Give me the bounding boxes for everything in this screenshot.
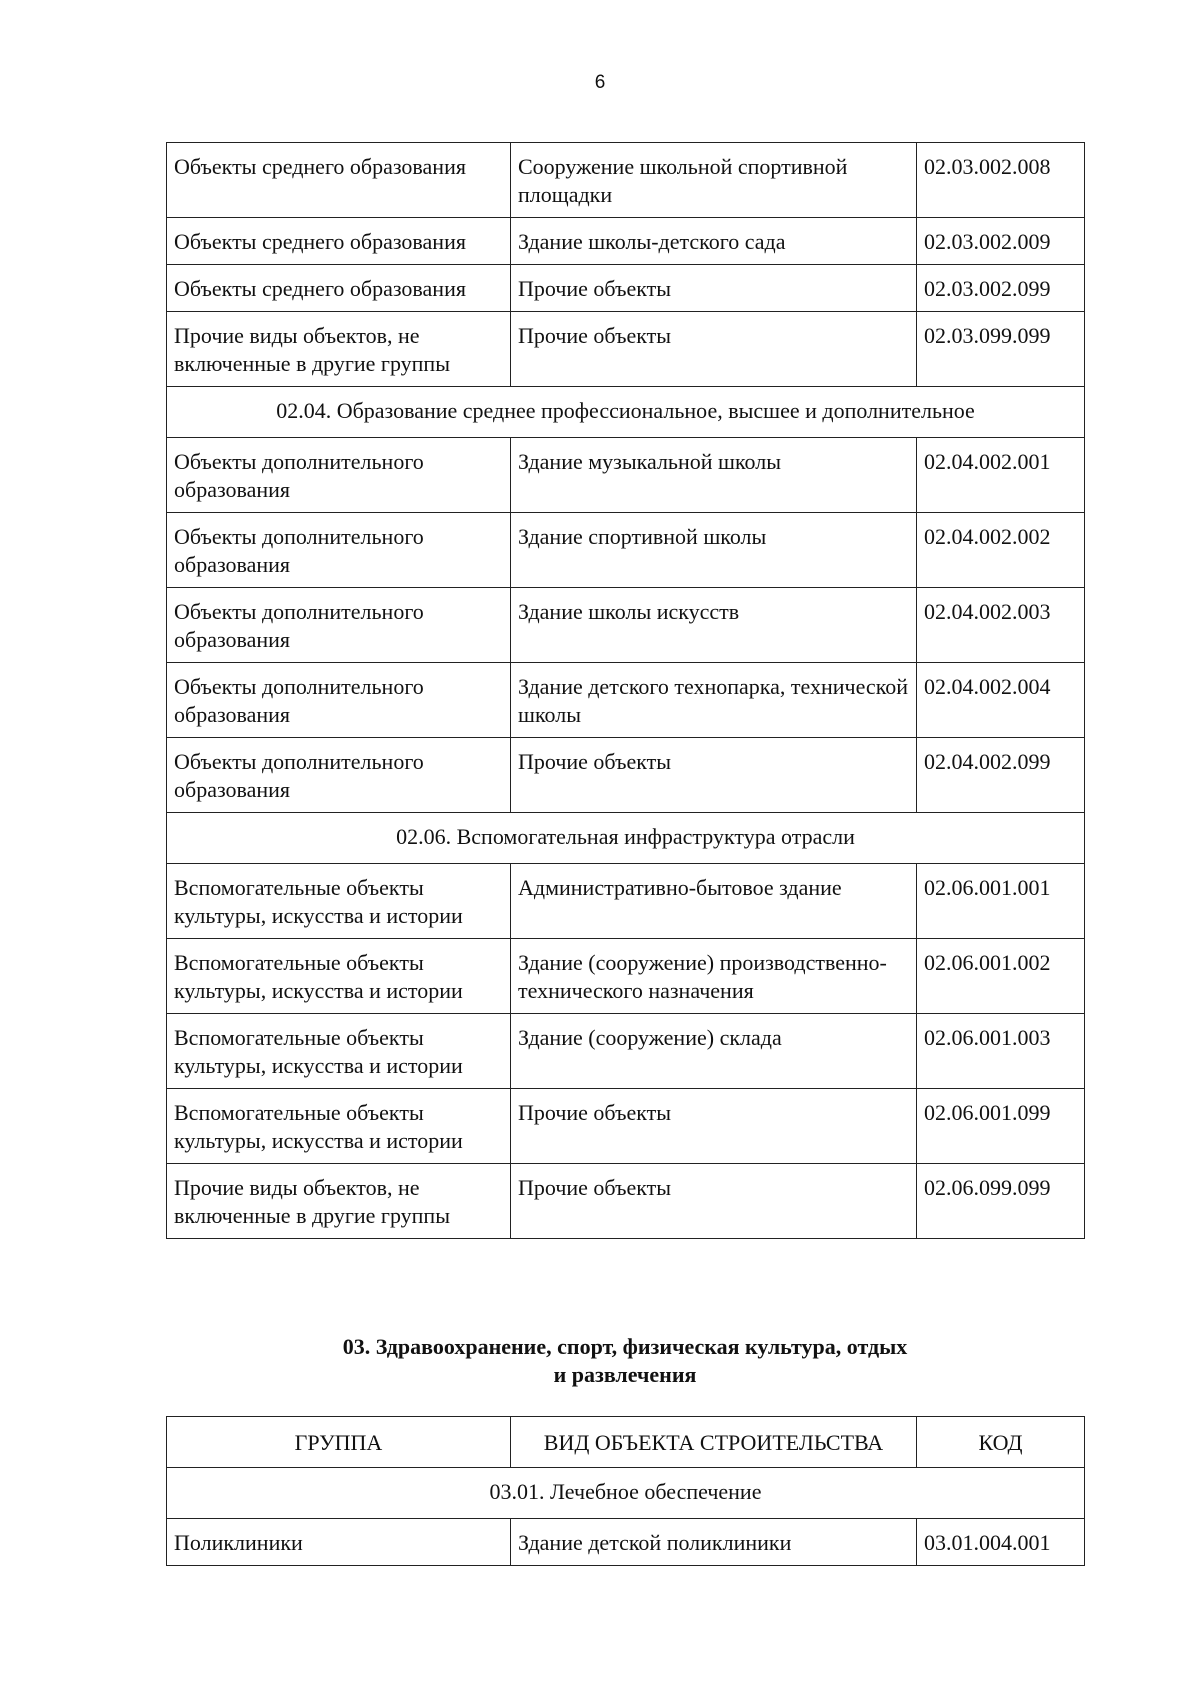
- table-row: [167, 513, 1085, 588]
- object-type-cell: Прочие объекты: [511, 1164, 917, 1239]
- group-cell: Поликлиники: [167, 1519, 511, 1566]
- group-cell: Прочие виды объектов, не включенные в другие группы: [167, 312, 511, 387]
- object-type-cell: Здание (сооружение) склада: [511, 1014, 917, 1089]
- object-type-cell: Здание детской поликлиники: [511, 1519, 917, 1566]
- group-cell: Объекты среднего образования: [167, 143, 511, 218]
- table-row: [167, 1519, 1085, 1566]
- healthcare-classification-table: [166, 1416, 1085, 1566]
- code-cell: 02.03.099.099: [917, 312, 1085, 387]
- object-type-cell: Здание школы-детского сада: [511, 218, 917, 265]
- table-row: [167, 312, 1085, 387]
- code-cell: 02.06.001.003: [917, 1014, 1085, 1089]
- chapter-heading-line-2: и развлечения: [553, 1362, 697, 1387]
- table-row: [167, 588, 1085, 663]
- section-title: 02.06. Вспомогательная инфраструктура отрасли: [167, 813, 1085, 864]
- code-cell: 02.04.002.001: [917, 438, 1085, 513]
- object-type-cell: Здание (сооружение) производственно-технического назначения: [511, 939, 917, 1014]
- table-row: [167, 1164, 1085, 1239]
- table-row: [167, 438, 1085, 513]
- code-cell: 02.04.002.003: [917, 588, 1085, 663]
- table-header: [167, 1417, 1085, 1468]
- table-row: [167, 939, 1085, 1014]
- table-body: [167, 1468, 1085, 1566]
- code-cell: 02.06.099.099: [917, 1164, 1085, 1239]
- page-number: 6: [594, 72, 606, 93]
- group-cell: Объекты дополнительного образования: [167, 513, 511, 588]
- section-row: [167, 387, 1085, 438]
- code-cell: 02.03.002.099: [917, 265, 1085, 312]
- table-row: [167, 1089, 1085, 1164]
- chapter-heading-line-1: 03. Здравоохранение, спорт, физическая культура, отдых: [342, 1334, 908, 1359]
- header-row: [167, 1417, 1085, 1468]
- header-group: ГРУППА: [167, 1417, 511, 1468]
- section-row: [167, 813, 1085, 864]
- section-row: [167, 1468, 1085, 1519]
- chapter-heading: [166, 1333, 1084, 1389]
- object-type-cell: Сооружение школьной спортивной площадки: [511, 143, 917, 218]
- object-type-cell: Здание школы искусств: [511, 588, 917, 663]
- table-row: [167, 265, 1085, 312]
- object-type-cell: Прочие объекты: [511, 265, 917, 312]
- code-cell: 02.06.001.002: [917, 939, 1085, 1014]
- table-row: [167, 864, 1085, 939]
- table-row: [167, 1014, 1085, 1089]
- group-cell: Объекты дополнительного образования: [167, 663, 511, 738]
- code-cell: 02.06.001.001: [917, 864, 1085, 939]
- group-cell: Прочие виды объектов, не включенные в другие группы: [167, 1164, 511, 1239]
- table-row: [167, 663, 1085, 738]
- header-object-type: ВИД ОБЪЕКТА СТРОИТЕЛЬСТВА: [511, 1417, 917, 1468]
- code-cell: 02.03.002.009: [917, 218, 1085, 265]
- object-type-cell: Здание детского технопарка, технической школы: [511, 663, 917, 738]
- group-cell: Вспомогательные объекты культуры, искусства и истории: [167, 1089, 511, 1164]
- section-title: 03.01. Лечебное обеспечение: [167, 1468, 1085, 1519]
- table-body: [167, 143, 1085, 1239]
- group-cell: Вспомогательные объекты культуры, искусства и истории: [167, 1014, 511, 1089]
- object-type-cell: Прочие объекты: [511, 312, 917, 387]
- object-type-cell: Здание музыкальной школы: [511, 438, 917, 513]
- object-type-cell: Здание спортивной школы: [511, 513, 917, 588]
- group-cell: Объекты дополнительного образования: [167, 438, 511, 513]
- group-cell: Объекты среднего образования: [167, 218, 511, 265]
- code-cell: 02.04.002.002: [917, 513, 1085, 588]
- section-title: 02.04. Образование среднее профессиональное, высшее и дополнительное: [167, 387, 1085, 438]
- header-code: КОД: [917, 1417, 1085, 1468]
- code-cell: 02.04.002.099: [917, 738, 1085, 813]
- group-cell: Вспомогательные объекты культуры, искусства и истории: [167, 939, 511, 1014]
- code-cell: 02.03.002.008: [917, 143, 1085, 218]
- object-classification-table: [166, 142, 1085, 1239]
- table-row: [167, 143, 1085, 218]
- code-cell: 03.01.004.001: [917, 1519, 1085, 1566]
- object-type-cell: Прочие объекты: [511, 738, 917, 813]
- group-cell: Вспомогательные объекты культуры, искусства и истории: [167, 864, 511, 939]
- object-type-cell: Прочие объекты: [511, 1089, 917, 1164]
- object-type-cell: Административно-бытовое здание: [511, 864, 917, 939]
- code-cell: 02.06.001.099: [917, 1089, 1085, 1164]
- group-cell: Объекты дополнительного образования: [167, 738, 511, 813]
- group-cell: Объекты среднего образования: [167, 265, 511, 312]
- table-row: [167, 738, 1085, 813]
- group-cell: Объекты дополнительного образования: [167, 588, 511, 663]
- table-row: [167, 218, 1085, 265]
- code-cell: 02.04.002.004: [917, 663, 1085, 738]
